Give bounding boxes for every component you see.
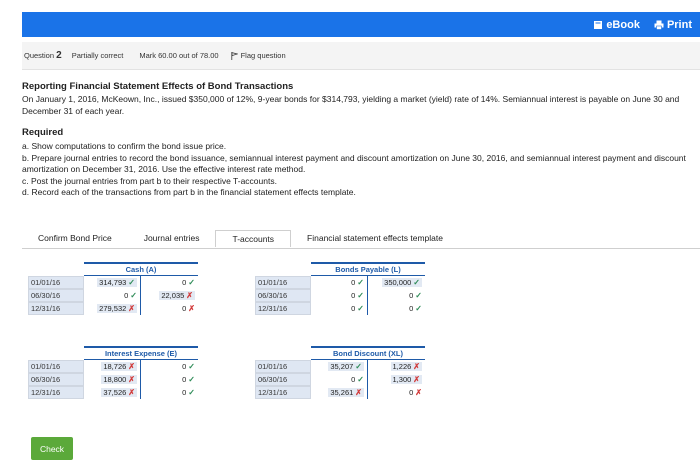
t-account-credit-value: 1,226 bbox=[392, 362, 412, 371]
t-account-debit-cell bbox=[311, 360, 368, 373]
t-account-credit-input[interactable] bbox=[409, 388, 422, 397]
t-account-debit-input[interactable] bbox=[97, 278, 137, 287]
t-account-credit-value: 350,000 bbox=[384, 278, 412, 287]
tab-financial-statement-effects[interactable]: Financial statement effects template bbox=[307, 233, 443, 243]
t-account-row bbox=[255, 386, 425, 399]
t-account-debit-cell bbox=[84, 302, 141, 315]
t-account-date: 12/31/16 bbox=[255, 386, 311, 399]
tab-confirm-bond-price[interactable]: Confirm Bond Price bbox=[38, 233, 112, 243]
required-label: Required bbox=[22, 127, 64, 138]
t-account-row bbox=[255, 373, 425, 386]
t-account-date: 06/30/16 bbox=[255, 373, 311, 386]
t-account-debit-value: 0 bbox=[351, 278, 356, 287]
t-account-credit-input[interactable] bbox=[391, 362, 422, 371]
checkmark-icon: ✓ bbox=[128, 278, 135, 287]
book-icon bbox=[593, 20, 603, 30]
flag-question-button[interactable] bbox=[231, 51, 286, 60]
t-account-debit-value: 279,532 bbox=[99, 304, 127, 313]
t-account-row bbox=[28, 373, 198, 386]
problem-intro: On January 1, 2016, McKeown, Inc., issued $350,000 of 12%, 9-year bonds for $314,793, yielding a market (yield) rate of 14%. Semiannual interest is payable on June 30 and December 31 of each year. bbox=[22, 94, 680, 116]
t-account-row bbox=[255, 302, 425, 315]
t-account-row bbox=[28, 289, 198, 302]
t-account-bond-discount bbox=[255, 346, 425, 399]
t-account-debit-input[interactable] bbox=[101, 388, 137, 397]
ebook-button[interactable] bbox=[593, 19, 640, 31]
cross-icon: ✗ bbox=[128, 304, 135, 313]
checkmark-icon: ✓ bbox=[355, 362, 362, 371]
cross-icon: ✗ bbox=[188, 304, 195, 313]
t-account-row bbox=[255, 276, 425, 289]
cross-icon: ✗ bbox=[355, 388, 362, 397]
t-account-bonds-payable bbox=[255, 262, 425, 315]
t-account-debit-input[interactable] bbox=[351, 375, 364, 384]
checkmark-icon: ✓ bbox=[415, 304, 422, 313]
t-account-date: 12/31/16 bbox=[28, 386, 84, 399]
t-account-date: 12/31/16 bbox=[28, 302, 84, 315]
t-account-debit-input[interactable] bbox=[101, 362, 137, 371]
cross-icon: ✗ bbox=[413, 362, 420, 371]
t-account-date: 06/30/16 bbox=[255, 289, 311, 302]
t-account-credit-value: 0 bbox=[409, 388, 414, 397]
checkmark-icon: ✓ bbox=[188, 375, 195, 384]
t-account-credit-input[interactable] bbox=[182, 388, 195, 397]
cross-icon: ✗ bbox=[413, 375, 420, 384]
requirement-c: c. Post the journal entries from part b to their respective T-accounts. bbox=[22, 175, 277, 186]
t-account-debit-cell bbox=[311, 302, 368, 315]
t-account-debit-value: 0 bbox=[351, 291, 356, 300]
t-account-credit-cell bbox=[368, 289, 425, 302]
t-account-date: 06/30/16 bbox=[28, 373, 84, 386]
t-account-credit-value: 0 bbox=[182, 304, 187, 313]
t-account-date: 01/01/16 bbox=[28, 276, 84, 289]
checkmark-icon: ✓ bbox=[413, 278, 420, 287]
checkmark-icon: ✓ bbox=[188, 278, 195, 287]
checkmark-icon: ✓ bbox=[188, 388, 195, 397]
t-account-row bbox=[255, 289, 425, 302]
requirement-d: d. Record each of the transactions from part b in the financial statement effects template. bbox=[22, 187, 356, 198]
cross-icon: ✗ bbox=[415, 388, 422, 397]
check-button[interactable]: Check bbox=[31, 437, 73, 460]
t-account-interest-expense bbox=[28, 346, 198, 399]
t-account-credit-cell bbox=[368, 386, 425, 399]
ebook-label: eBook bbox=[606, 18, 640, 31]
t-account-debit-input[interactable] bbox=[351, 304, 364, 313]
t-account-date: 01/01/16 bbox=[28, 360, 84, 373]
t-account-debit-cell bbox=[311, 276, 368, 289]
flag-question-label: Flag question bbox=[240, 51, 286, 60]
t-account-credit-input[interactable] bbox=[182, 375, 195, 384]
t-account-debit-value: 18,726 bbox=[103, 362, 127, 371]
t-account-credit-input[interactable] bbox=[182, 278, 195, 287]
cross-icon: ✗ bbox=[128, 375, 135, 384]
checkmark-icon: ✓ bbox=[130, 291, 137, 300]
t-account-credit-cell bbox=[141, 386, 198, 399]
t-account-title: Cash (A) bbox=[84, 262, 198, 276]
t-account-credit-cell bbox=[368, 373, 425, 386]
printer-icon bbox=[654, 20, 664, 30]
t-account-debit-value: 0 bbox=[124, 291, 129, 300]
checkmark-icon: ✓ bbox=[357, 291, 364, 300]
t-account-credit-input[interactable] bbox=[409, 304, 422, 313]
t-account-debit-input[interactable] bbox=[97, 304, 137, 313]
t-account-credit-value: 0 bbox=[409, 304, 414, 313]
tab-journal-entries[interactable]: Journal entries bbox=[143, 233, 200, 243]
question-status: Partially correct bbox=[71, 51, 124, 60]
t-account-credit-cell bbox=[368, 276, 425, 289]
t-account-debit-cell bbox=[84, 276, 141, 289]
t-account-title: Bond Discount (XL) bbox=[311, 346, 425, 360]
t-account-credit-input[interactable] bbox=[391, 375, 422, 384]
t-account-debit-cell bbox=[84, 360, 141, 373]
t-account-credit-value: 0 bbox=[182, 388, 187, 397]
t-account-credit-value: 0 bbox=[182, 375, 187, 384]
tab-t-accounts[interactable]: T-accounts bbox=[215, 230, 291, 247]
t-account-credit-input[interactable] bbox=[159, 291, 195, 300]
t-account-credit-cell bbox=[141, 373, 198, 386]
requirement-a: a. Show computations to confirm the bond issue price. bbox=[22, 141, 227, 151]
t-account-credit-value: 0 bbox=[409, 291, 414, 300]
checkmark-icon: ✓ bbox=[188, 362, 195, 371]
t-account-debit-input[interactable] bbox=[351, 278, 364, 287]
checkmark-icon: ✓ bbox=[357, 278, 364, 287]
t-account-title: Interest Expense (E) bbox=[84, 346, 198, 360]
tab-divider bbox=[22, 248, 700, 249]
t-account-row bbox=[28, 360, 198, 373]
t-account-debit-value: 35,261 bbox=[330, 388, 354, 397]
t-account-credit-cell bbox=[141, 360, 198, 373]
question-info-bar bbox=[22, 42, 700, 70]
t-account-debit-input[interactable] bbox=[124, 291, 137, 300]
t-account-credit-value: 22,035 bbox=[161, 291, 185, 300]
t-account-credit-value: 0 bbox=[182, 278, 187, 287]
t-account-credit-input[interactable] bbox=[182, 304, 195, 313]
t-account-credit-cell bbox=[141, 289, 198, 302]
print-button[interactable] bbox=[654, 19, 692, 31]
checkmark-icon: ✓ bbox=[357, 304, 364, 313]
t-account-row bbox=[28, 302, 198, 315]
cross-icon: ✗ bbox=[186, 291, 193, 300]
t-account-debit-input[interactable] bbox=[328, 362, 364, 371]
t-account-row bbox=[28, 276, 198, 289]
t-account-credit-value: 0 bbox=[182, 362, 187, 371]
t-account-date: 01/01/16 bbox=[255, 276, 311, 289]
t-account-credit-cell bbox=[368, 302, 425, 315]
checkmark-icon: ✓ bbox=[415, 291, 422, 300]
t-account-debit-value: 0 bbox=[351, 375, 356, 384]
t-account-debit-cell bbox=[84, 289, 141, 302]
t-account-cash bbox=[28, 262, 198, 315]
t-account-debit-cell bbox=[84, 386, 141, 399]
question-mark: Mark 60.00 out of 78.00 bbox=[139, 51, 219, 60]
t-account-credit-cell bbox=[141, 302, 198, 315]
t-account-debit-value: 18,800 bbox=[103, 375, 127, 384]
t-account-date: 01/01/16 bbox=[255, 360, 311, 373]
t-account-title: Bonds Payable (L) bbox=[311, 262, 425, 276]
t-account-credit-value: 1,300 bbox=[392, 375, 412, 384]
t-account-debit-input[interactable] bbox=[351, 291, 364, 300]
cross-icon: ✗ bbox=[128, 362, 135, 371]
cross-icon: ✗ bbox=[128, 388, 135, 397]
t-account-credit-input[interactable] bbox=[182, 362, 195, 371]
t-account-debit-input[interactable] bbox=[328, 388, 364, 397]
flag-icon bbox=[231, 52, 238, 60]
print-label: Print bbox=[666, 18, 692, 31]
t-account-debit-cell bbox=[311, 373, 368, 386]
t-account-debit-value: 35,207 bbox=[330, 362, 354, 371]
requirement-b: b. Prepare journal entries to record the bond issuance, semiannual interest payment and discount amortization on June 30, 2016, and semiannual interest payment and discount amortization on December 31, 2016. Use the effective interest rate method. bbox=[22, 152, 686, 175]
t-account-credit-cell bbox=[368, 360, 425, 373]
requirements-list bbox=[22, 141, 692, 199]
t-account-credit-cell bbox=[141, 276, 198, 289]
t-account-credit-input[interactable] bbox=[409, 291, 422, 300]
t-account-debit-cell bbox=[311, 386, 368, 399]
t-account-credit-input[interactable] bbox=[382, 278, 422, 287]
t-account-debit-cell bbox=[84, 373, 141, 386]
t-account-debit-value: 314,793 bbox=[99, 278, 127, 287]
question-number: Question 2 bbox=[24, 50, 62, 61]
t-account-debit-value: 0 bbox=[351, 304, 356, 313]
t-account-debit-cell bbox=[311, 289, 368, 302]
top-toolbar bbox=[22, 12, 700, 37]
t-account-row bbox=[28, 386, 198, 399]
checkmark-icon: ✓ bbox=[357, 375, 364, 384]
problem-title: Reporting Financial Statement Effects of Bond Transactions bbox=[22, 81, 294, 92]
t-account-debit-value: 37,526 bbox=[103, 388, 127, 397]
tab-bar bbox=[22, 230, 700, 247]
t-account-date: 12/31/16 bbox=[255, 302, 311, 315]
t-account-row bbox=[255, 360, 425, 373]
t-account-date: 06/30/16 bbox=[28, 289, 84, 302]
t-account-debit-input[interactable] bbox=[101, 375, 137, 384]
